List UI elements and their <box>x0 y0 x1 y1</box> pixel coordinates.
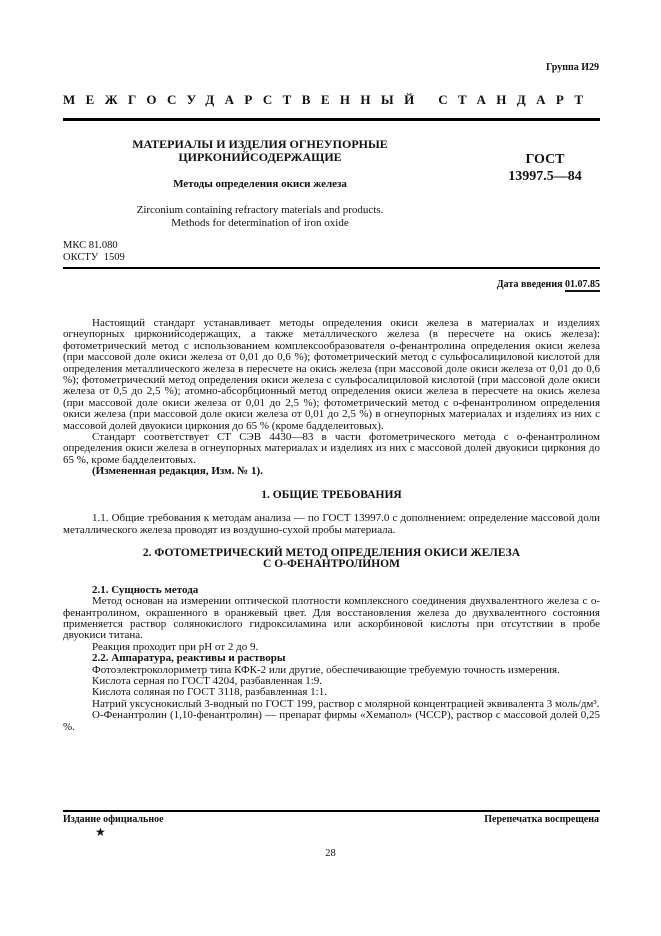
title-line-1: МАТЕРИАЛЫ И ИЗДЕЛИЯ ОГНЕУПОРНЫЕ <box>132 137 388 151</box>
star-icon: ★ <box>95 825 106 839</box>
subsection-2-1-text: Метод основан на измерении оптической плотности комплексного соединения двухвалентного железа с o-фенантролином, окрашенного в оранжевый цвет. Для восстановления железа до двухвалентного состояния применяется раствор солянокислого гидроксиламина или аскорбиновой кислоты при отсутствии в пробе двуокиси титана. <box>63 595 600 642</box>
subtitle: Методы определения окиси железа <box>173 178 347 190</box>
reagent-item: Кислота соляная по ГОСТ 3118, разбавленная 1:1. <box>92 686 327 699</box>
page-number: 28 <box>325 848 336 859</box>
apparatus-item: Фотоэлектроколориметр типа КФК-2 или другие, обеспечивающие требуемую точность измерения. <box>92 663 560 676</box>
mks-code: МКС 81.080 <box>63 240 118 251</box>
english-title-line-1: Zirconium containing refractory materials and products. <box>136 204 384 216</box>
group-code: Группа И29 <box>546 62 599 73</box>
subsection-2-1-title: 2.1. Сущность метода <box>92 583 199 596</box>
title-line-2: ЦИРКОНИЙСОДЕРЖАЩИЕ <box>178 150 342 164</box>
section-2-heading-line-2: С О-ФЕНАНТРОЛИНОМ <box>263 558 400 571</box>
standard-banner: МЕЖГОСУДАРСТВЕННЫЙ СТАНДАРТ <box>63 92 594 107</box>
section-2-heading <box>63 548 600 571</box>
reagent-item: O-Фенантролин (1,10-фенантролин) — препарат фирмы «Хемапол» (ЧССР), раствор с массовой долей 0,25 %. <box>63 709 600 733</box>
official-edition-label: Издание официальное <box>63 814 164 825</box>
date-label: Дата введения <box>496 279 563 290</box>
title-block <box>110 138 410 229</box>
reaction-note: Реакция проходит при pH от 2 до 9. <box>92 640 259 653</box>
reagent-item: Натрий уксуснокислый 3-водный по ГОСТ 199, раствор с молярной концентрацией эквивалента 3 моль/дм³. <box>92 697 600 710</box>
intro-paragraph: Настоящий стандарт устанавливает методы определения окиси железа в материалах и изделиях огнеупорных цирконийсодержащих, а также металлического железа (в пересчете на окись железа): фотометрический метод с использованием комплексообразователя o-фенантролина определения окиси железа (при массовой доле окиси железа от 0,01 до 0,6 %); фотометрический метод с сульфосалициловой кислотой для определения металлического железа в пересчете на окись железа (при массовой доле окиси железа от 0,01 до 0,6 %); фотометрический метод определения окиси железа с сульфосалициловой кислотой (при массовой доле окиси железа от 0,5 до 2,5 %); атомно-абсорбционный метод определения окиси железа в пересчете на окись железа (при массовой доле окиси железа от 0,01 до 2,5 %); фотометрический метод с o-фенантролином определения окиси железа (при массовой доле окиси железа от 0,01 до 2,5 %) в огнеупорных материалах и изделиях из них с массовой долей двуокиси циркония до 65 % (кроме бадделеитовых). <box>63 317 600 432</box>
amendment-note: (Измененная редакция, Изм. № 1). <box>92 465 263 478</box>
section-1-1: 1.1. Общие требования к методам анализа — по ГОСТ 13997.0 с дополнением: определение массовой доли металлического железа проводят из воздушно-сухой пробы материала. <box>63 512 600 536</box>
date-value: 01.07.85 <box>565 279 600 290</box>
footer-rule <box>63 810 600 812</box>
effective-date <box>497 279 600 290</box>
document-body <box>63 318 600 733</box>
gost-number: 13997.5—84 <box>508 169 582 184</box>
section-2-heading-line-1: 2. ФОТОМЕТРИЧЕСКИЙ МЕТОД ОПРЕДЕЛЕНИЯ ОКИСИ ЖЕЛЕЗА <box>142 546 521 559</box>
gost-label: ГОСТ <box>525 152 565 167</box>
section-1-heading: 1. ОБЩИЕ ТРЕБОВАНИЯ <box>261 488 402 501</box>
reagent-item: Кислота серная по ГОСТ 4204, разбавленная 1:9. <box>92 674 323 687</box>
compliance-paragraph: Стандарт соответствует СТ СЭВ 4430—83 в части фотометрического метода с o-фенантролином определения окиси железа в огнеупорных материалах и изделиях из них с массовой долей двуокиси циркония до 65 %, кроме бадделеитовых. <box>63 431 600 466</box>
english-title-line-2: Methods for determination of iron oxide <box>171 216 349 229</box>
header-rule <box>63 118 600 121</box>
title-rule <box>63 267 600 269</box>
english-title <box>110 204 410 229</box>
okstu-code: ОКСТУ 1509 <box>63 251 125 263</box>
classification-codes <box>63 240 125 263</box>
subsection-2-2-title: 2.2. Аппаратура, реактивы и растворы <box>92 652 286 665</box>
reprint-prohibited-label: Перепечатка воспрещена <box>484 814 599 825</box>
gost-designation <box>470 151 620 185</box>
